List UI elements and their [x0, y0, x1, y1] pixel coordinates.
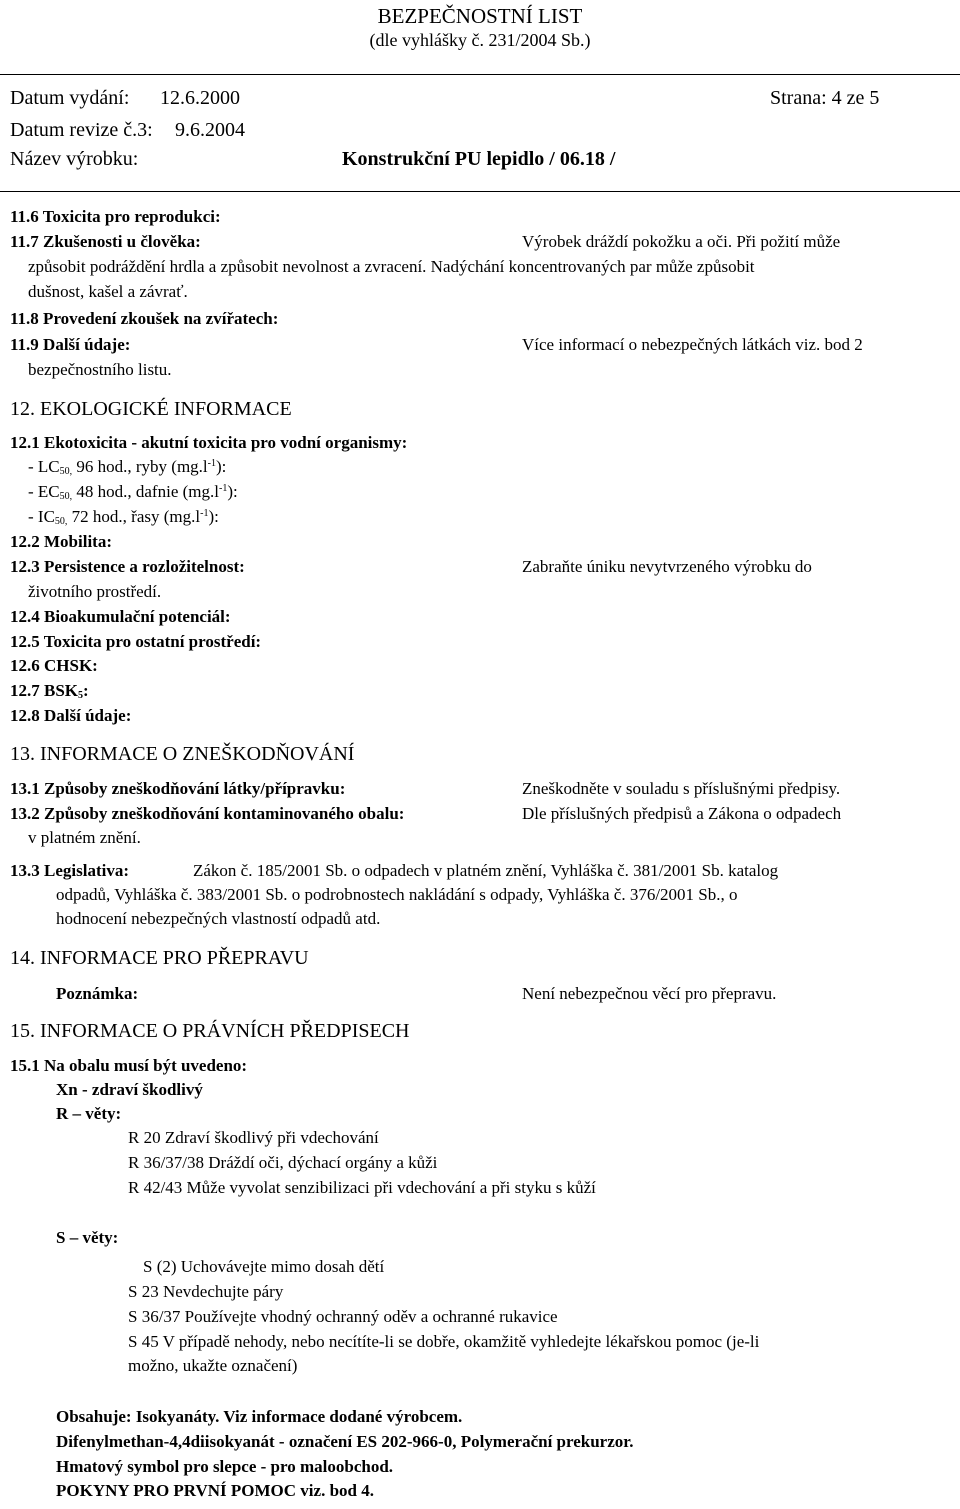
product-label: Název výrobku: [10, 148, 139, 170]
s-phrase: S 36/37 Používejte vhodný ochranný oděv a ochranné rukavice [128, 1307, 558, 1326]
section-12-title: 12. EKOLOGICKÉ INFORMACE [10, 398, 292, 420]
s11-7-text: Výrobek dráždí pokožku a oči. Při požití může [522, 232, 841, 251]
s11-7-label: 11.7 Zkušenosti u člověka: [10, 232, 201, 251]
s-phrase: S 45 V případě nehody, nebo necítíte-li se dobře, okamžitě vyhledejte lékařskou pomoc (je-li [128, 1332, 760, 1351]
s12-5: 12.5 Toxicita pro ostatní prostředí: [10, 632, 262, 651]
page-number: Strana: 4 ze 5 [770, 87, 880, 109]
section-14-title: 14. INFORMACE PRO PŘEPRAVU [10, 947, 309, 969]
s-phrase-continued: možno, ukažte označení) [128, 1356, 298, 1375]
s12-8: 12.8 Další údaje: [10, 706, 132, 725]
s11-9-text: Více informací o nebezpečných látkách viz. bod 2 [522, 335, 863, 354]
section-15-title: 15. INFORMACE O PRÁVNÍCH PŘEDPISECH [10, 1020, 410, 1042]
footer-line-2: Difenylmethan-4,4diisokyanát - označení ES 202-966-0, Polymerační prekurzor. [56, 1432, 634, 1451]
s12-ec50: - $EC_{50,}$ 48 hod., dafnie $(mg.l^{-1})$: [28, 482, 238, 502]
product-name: Konstrukční PU lepidlo / 06.18 / [342, 148, 616, 170]
s12-3-label: 12.3 Persistence a rozložitelnost: [10, 557, 245, 576]
footer-line-3: Hmatový symbol pro slepce - pro maloobchod. [56, 1457, 394, 1476]
s13-1-text: Zneškodněte v souladu s příslušnými předpisy. [522, 779, 841, 798]
s13-3-text: Zákon č. 185/2001 Sb. o odpadech v platném znění, Vyhláška č. 381/2001 Sb. katalog [193, 861, 779, 880]
transport-note-text: Není nebezpečnou věcí pro přepravu. [522, 984, 777, 1003]
hazard-symbol-xn: Xn - zdraví škodlivý [56, 1080, 203, 1099]
s12-ic50: - $IC_{50,}$ 72 hod., řasy $(mg.l^{-1})$: [28, 507, 219, 527]
s12-2: 12.2 Mobilita: [10, 532, 112, 551]
issue-date-label: Datum vydání: [10, 87, 130, 109]
s13-3-text-2: odpadů, Vyhláška č. 383/2001 Sb. o podrobnostech nakládání s odpady, Vyhláška č. 376/2001 Sb., o [56, 885, 738, 904]
s12-1: 12.1 Ekotoxicita - akutní toxicita pro vodní organismy: [10, 433, 408, 452]
revision-date: 9.6.2004 [175, 119, 245, 141]
s13-1-label: 13.1 Způsoby zneškodňování látky/přípravku: [10, 779, 346, 798]
revision-label: Datum revize č.3: [10, 119, 153, 141]
document-title: BEZPEČNOSTNÍ LIST [377, 4, 583, 28]
r-phrase: R 36/37/38 Dráždí oči, dýchací orgány a kůži [128, 1153, 438, 1172]
footer-line-4: POKYNY PRO PRVNÍ POMOC viz. bod 4. [56, 1481, 374, 1500]
s13-2-text-2: v platném znění. [28, 828, 141, 847]
s-phrase: S (2) Uchovávejte mimo dosah dětí [143, 1257, 385, 1276]
document-subtitle: (dle vyhlášky č. 231/2004 Sb.) [369, 30, 591, 50]
s12-6: 12.6 CHSK: [10, 656, 98, 675]
s15-1: 15.1 Na obalu musí být uvedeno: [10, 1056, 248, 1075]
s13-2-text: Dle příslušných předpisů a Zákona o odpadech [522, 804, 842, 823]
s13-3-text-3: hodnocení nebezpečných vlastností odpadů atd. [56, 909, 381, 928]
s12-3-text-2: životního prostředí. [28, 582, 162, 601]
s13-3-label: 13.3 Legislativa: [10, 861, 129, 880]
header-rule-bottom [0, 191, 960, 192]
s11-6: 11.6 Toxicita pro reprodukci: [10, 207, 221, 226]
s11-7-text-3: dušnost, kašel a závrať. [28, 282, 188, 301]
s13-2-label: 13.2 Způsoby zneškodňování kontaminovaného obalu: [10, 804, 405, 823]
s12-3-text: Zabraňte úniku nevytvrzeného výrobku do [522, 557, 812, 576]
r-phrase: R 42/43 Může vyvolat senzibilizaci při vdechování a při styku s kůží [128, 1178, 596, 1197]
issue-date: 12.6.2000 [160, 87, 240, 109]
s11-8: 11.8 Provedení zkoušek na zvířatech: [10, 309, 279, 328]
r-phrase: R 20 Zdraví škodlivý při vdechování [128, 1128, 379, 1147]
s12-7: 12.7 $BSK_5$: [10, 681, 89, 701]
s12-4: 12.4 Bioakumulační potenciál: [10, 607, 231, 626]
s11-9-text-2: bezpečnostního listu. [28, 360, 172, 379]
header-rule-top [0, 74, 960, 75]
section-13-title: 13. INFORMACE O ZNEŠKODŇOVÁNÍ [10, 743, 355, 765]
r-phrases-label: R – věty: [56, 1104, 122, 1123]
s-phrases-label: S – věty: [56, 1228, 119, 1247]
footer-line-1: Obsahuje: Isokyanáty. Viz informace dodané výrobcem. [56, 1407, 463, 1426]
s11-7-text-2: způsobit podráždění hrdla a způsobit nevolnost a zvracení. Nadýchání koncentrovaných par může způsobit [28, 257, 755, 276]
transport-note-label: Poznámka: [56, 984, 139, 1003]
s-phrase: S 23 Nevdechujte páry [128, 1282, 284, 1301]
s12-lc50: - $LC_{50,}$ 96 hod., ryby $(mg.l^{-1})$: [28, 457, 227, 477]
s11-9-label: 11.9 Další údaje: [10, 335, 131, 354]
